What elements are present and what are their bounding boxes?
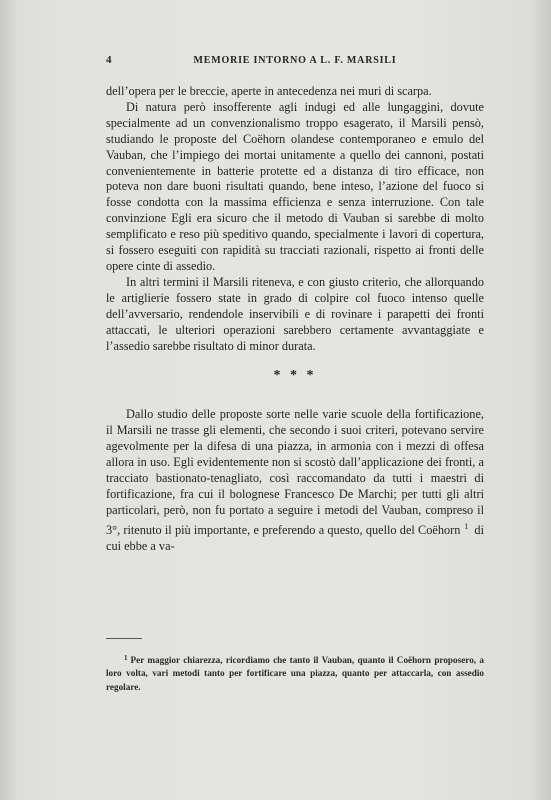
footnote [106,652,484,694]
paragraph: In altri termini il Marsili riteneva, e con giusto criterio, che allorquando le artiglierie fossero state in grado di colpire col fuoco intenso quelle dell’avversario, rendendole inservibili e di rovinare i parapetti dei fronti attaccati, le ulteriori operazioni sarebbero certamente avvantaggiate e l’assedio sarebbe risultato di minor durata. [106,274,484,353]
running-title: MEMORIE INTORNO A L. F. MARSILI [193,55,397,66]
footnote-text: Per maggior chiarezza, ricordiamo che tanto il Vauban, quanto il Coëhorn proposero, a loro volta, vari metodi tanto per fortificare una piazza, quanto per attaccarla, con assedio regolare. [106,655,484,692]
page-number: 4 [106,54,113,66]
footnote-mark: 1 [124,654,128,662]
body-text [106,84,484,554]
paragraph-text: Dallo studio delle proposte sorte nelle varie scuole della fortificazione, il Marsili ne trasse gli elementi, che secondo i suoi criteri, potevano servire agevolmente per la difesa di una piazza, in armonia con i mezzi di offesa allora in uso. Egli evidentemente non si scostò dall’applicazione dei fronti, a tracciato bastionato-tenagliato, così raccomandato da tutti i maestri di fortificazione, fra cui il bolognese Francesco De Marchi; per tutti gli altri particolari, però, non fu portato a seguire i metodi del Vauban, compreso il 3°, ritenuto il più importante, e preferendo a questo, quello del Coëhorn [106,407,484,537]
footnote-rule [106,638,142,639]
paragraph: Di natura però insofferente agli indugi ed alle lungaggini, dovute specialmente ad un convenzionalismo troppo esagerato, il Marsili pensò, studiando le proposte del Coëhorn olandese contemporaneo e emulo del Vauban, che l’impiego dei mortai unitamente a quello dei cannoni, postati convenientemente in batterie protette ed a distanza di tiro efficace, non poteva non dare buoni risultati quando, bene inteso, l’azione del fuoco si fosse condotta con la massima efficienza e senza interruzione. Con tale convinzione Egli era sicuro che il metodo di Vauban si sarebbe di molto semplificato e reso più speditivo quando, specialmente i lavori di copertura, si fossero eseguiti con rapidità su tracciati razionali, rispetto ai fronti delle opere cinte di assedio. [106,99,484,273]
page-header [106,54,484,68]
paragraph-continuation: dell’opera per le breccie, aperte in antecedenza nei muri di scarpa. [106,84,432,98]
section-separator: * * * [273,368,317,384]
paragraph-text-tail: di cui ebbe a va- [106,522,484,553]
paragraph [106,407,484,554]
footnote-reference[interactable]: 1 [464,521,469,531]
